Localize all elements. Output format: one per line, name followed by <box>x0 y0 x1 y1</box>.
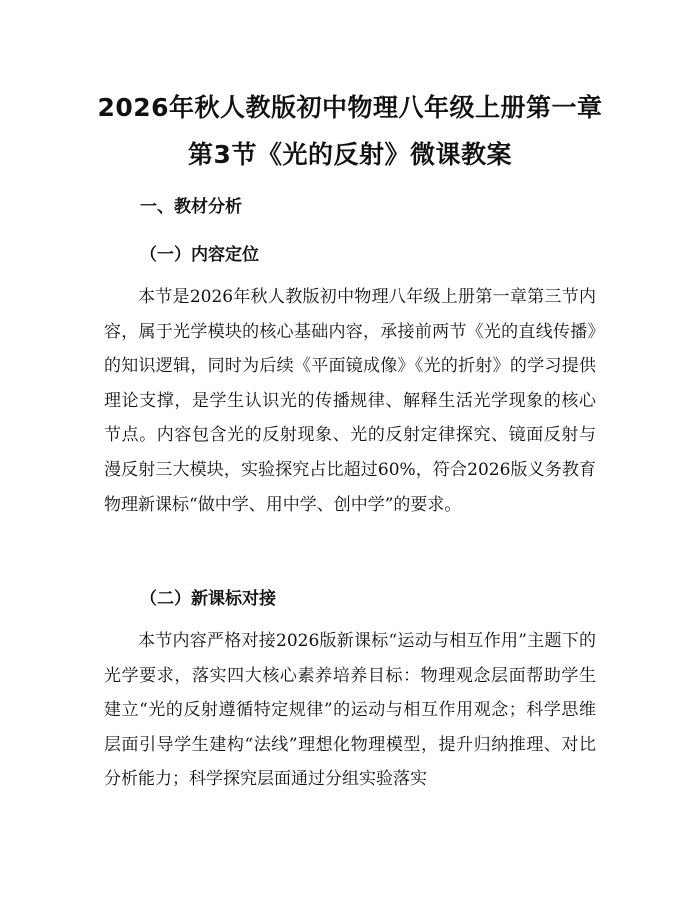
subsection-heading-content-positioning: （一）内容定位 <box>140 245 259 265</box>
subsection-heading-curriculum-alignment: （二）新课标对接 <box>140 589 276 609</box>
document-title-line-1: 2026年秋人教版初中物理八年级上册第一章 <box>97 93 603 122</box>
paragraph-content-positioning: 本节是2026年秋人教版初中物理八年级上册第一章第三节内容，属于光学模块的核心基础内容，承接前两节《光的直线传播》的知识逻辑，同时为后续《平面镜成像》《光的折射》的学习提供理论支撑，是学生认识光的传播规律、解释生活光学现象的核心节点。内容包含光的反射现象、光的反射定律探究、镜面反射与漫反射三大模块，实验探究占比超过60%，符合2026版义务教育物理新课标“做中学、用中学、创中学”的要求。 <box>104 287 596 515</box>
paragraph-curriculum-alignment: 本节内容严格对接2026版新课标“运动与相互作用”主题下的光学要求，落实四大核心素养培养目标：物理观念层面帮助学生建立“光的反射遵循特定规律”的运动与相互作用观念；科学思维层面引导学生建构“法线”理想化物理模型，提升归纳推理、对比分析能力；科学探究层面通过分组实验落实 <box>104 631 596 790</box>
document-title-line-2: 第3节《光的反射》微课教案 <box>188 140 512 169</box>
section-heading-textbook-analysis: 一、教材分析 <box>140 197 242 217</box>
